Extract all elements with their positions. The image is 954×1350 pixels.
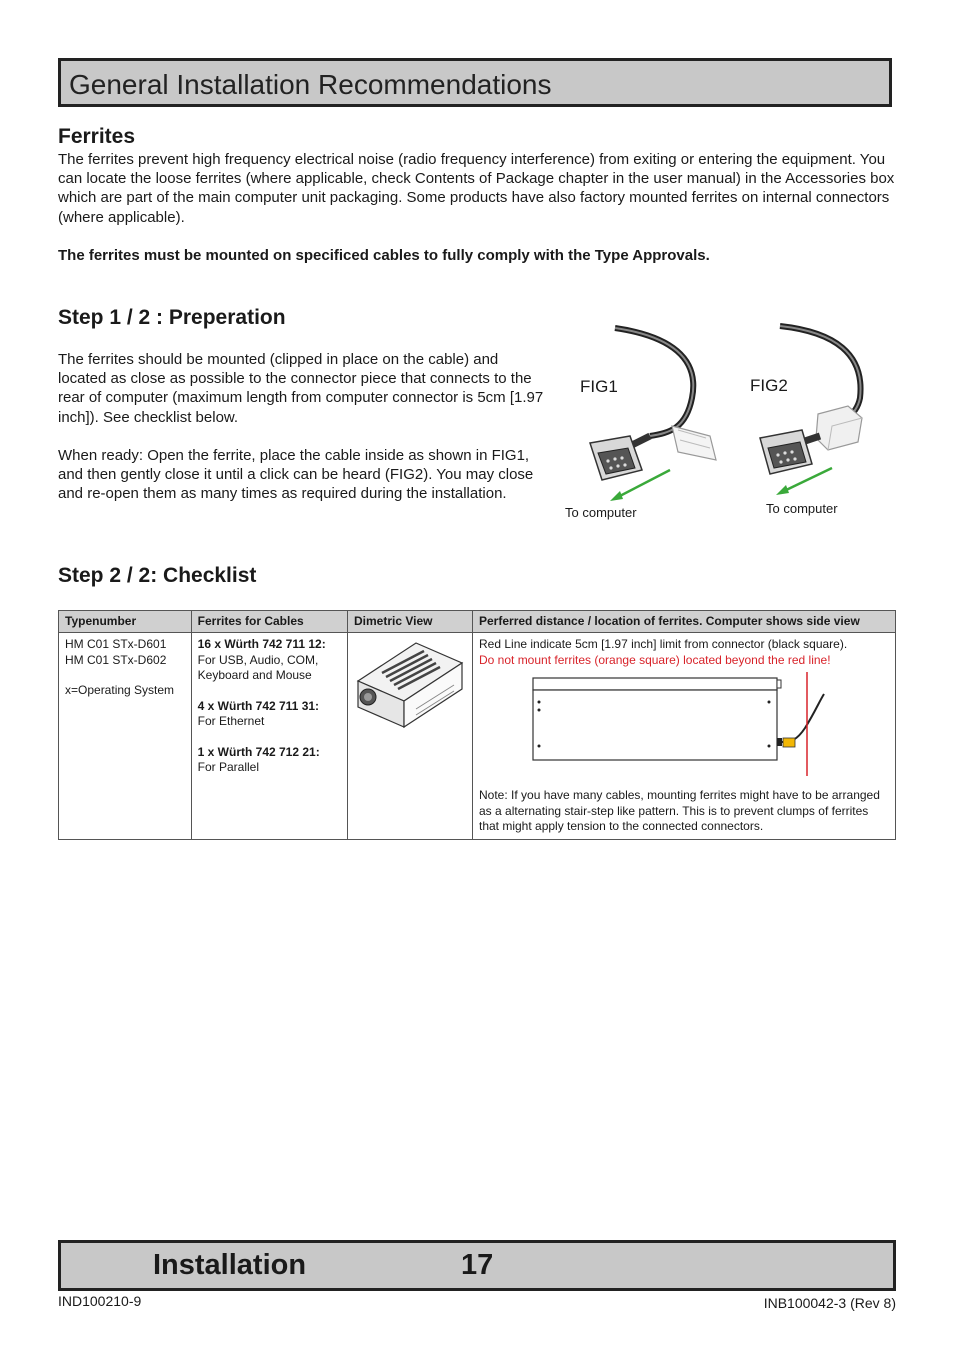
connector-black-square [777,738,782,746]
step2-heading: Step 2 / 2: Checklist [58,564,257,587]
typenumber-note: x=Operating System [65,683,175,697]
fig1-caption: To computer [565,505,637,520]
ferrites-cell [191,633,347,840]
footer-bar [58,1240,896,1291]
step1-para2: When ready: Open the ferrite, place the cable inside as shown in FIG1, and then gently close it until a click can be heard (FIG2). You may close and re-open them as many times as required during the installation. [58,447,534,503]
distance-warning: Do not mount ferrites (orange square) located beyond the red line! [479,652,831,667]
ferrites-heading: Ferrites [58,125,136,148]
table-header-row [59,611,896,633]
ferrite-desc: For USB, Audio, COM, [197,652,319,667]
dimetric-cell [347,633,472,840]
ferrite-desc: For Ethernet [197,714,265,728]
typenumber-line: HM C01 STx-D601 [65,637,167,651]
distance-note: Note: If you have many cables, mounting ferrites might have to be arranged as a alternating stair-step like pattern. This is to prevent clumps of ferrites that might apply tension to the connected connectors. [479,788,880,833]
ferrite-desc: Keyboard and Mouse [197,668,312,682]
fig2-illustration [740,318,880,498]
distance-line: Red Line indicate 5cm [1.97 inch] limit from connector (black square). [479,637,848,651]
step1-heading: Step 1 / 2 : Preperation [58,306,286,329]
ferrite-desc: For Parallel [197,760,259,774]
ferrite-orange-square [783,738,795,747]
typenumber-line: HM C01 STx-D602 [65,652,167,667]
doc-id-left: IND100210-9 [58,1293,142,1309]
page-title: General Installation Recommendations [69,69,552,100]
distance-cell [473,633,896,840]
ferrite-open-icon [672,426,716,460]
doc-id-right: INB100042-3 (Rev 8) [763,1295,896,1311]
page-number: 17 [461,1249,494,1281]
ferrite-title: 4 x Würth 742 711 31: [197,698,320,713]
green-arrow-icon [776,468,832,495]
col-header-dimetric: Dimetric View [347,611,472,633]
col-header-ferrites: Ferrites for Cables [191,611,347,633]
ferrite-title: 16 x Würth 742 711 12: [197,637,326,651]
typenumber-cell [59,633,192,840]
col-header-typenumber: Typenumber [59,611,192,633]
checklist-table [58,610,896,840]
fig1-illustration [560,318,730,508]
header-bar [58,58,892,107]
ferrites-warning: The ferrites must be mounted on specificed cables to fully comply with the Type Approvals. [58,247,710,264]
step1-para1: The ferrites should be mounted (clipped in place on the cable) and located as close as possible to the connector piece that connects to the rear of computer (maximum length from computer connector is 5cm [1.97 inch]). See checklist below. [58,351,544,426]
footer-section-title: Installation [153,1249,307,1281]
fig1-label: FIG1 [580,377,618,396]
col-header-distance: Perferred distance / location of ferrites. Computer shows side view [473,611,896,633]
ferrite-title: 1 x Würth 742 712 21: [197,744,320,759]
fig2-label: FIG2 [750,376,788,395]
fig2-caption: To computer [766,501,838,516]
computer-side-view-icon [479,672,889,782]
table-row [59,633,896,840]
connector-icon [760,430,812,474]
ferrites-body: The ferrites prevent high frequency electrical noise (radio frequency interference) from exiting or entering the equipment. You can locate the loose ferrites (where applicable, check Contents of Package chapter in the user manual) in the Accessories box which are part of the main computer unit packaging. Some products have also factory mounted ferrites on internal connectors (where applicable). [58,151,895,226]
ferrite-closed-icon [816,406,862,450]
computer-dimetric-icon [354,639,466,731]
